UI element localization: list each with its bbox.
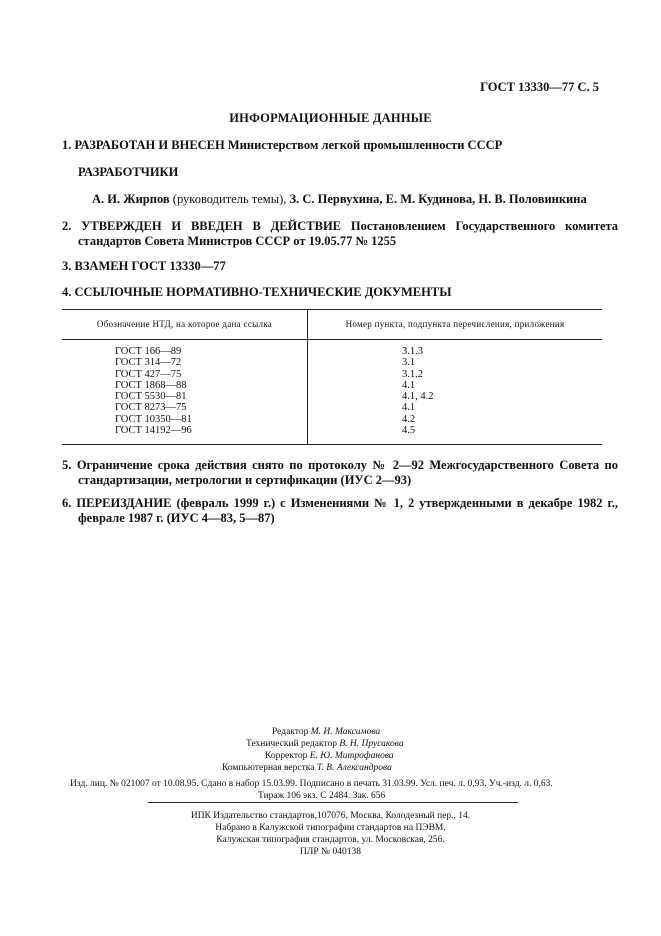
section-2-text: Постановлением Государственного комитета стандартов Совета Министров СССР от 19.05.77 № 1255: [78, 219, 619, 248]
section-2-caps: УТВЕРЖДЕН И ВВЕДЕН В ДЕЙСТВИЕ: [81, 219, 342, 233]
table-item-column: [402, 346, 434, 436]
section-2: [62, 219, 618, 249]
section-4: [62, 285, 602, 300]
section-4-text: ССЫЛОЧНЫЕ НОРМАТИВНО-ТЕХНИЧЕСКИЕ ДОКУМЕНТЫ: [74, 285, 452, 299]
imprint-editor: [272, 726, 380, 739]
corrector-label: Корректор: [265, 751, 308, 761]
tech-editor-label: Технический редактор: [246, 739, 337, 749]
imprint-corrector: [265, 750, 394, 763]
page-header-doc-ref: ГОСТ 13330—77 С. 5: [480, 80, 599, 94]
footer-line-1: ИПК Издательство стандартов,107076, Москва, Колодезный пер., 14.: [190, 811, 471, 821]
developers-others: З. С. Первухина, Е. М. Кудинова, Н. В. Половинкина: [289, 192, 587, 206]
imprint-print-run-line: Тираж 106 экз. С 2484. Зак. 656: [258, 791, 386, 801]
table-header-doc: Обозначение НТД, на которое дана ссылка: [96, 319, 273, 329]
section-3: [62, 259, 602, 274]
section-1-caps: РАЗРАБОТАН И ВНЕСЕН: [74, 138, 225, 152]
editor-name: М. И. Максимова: [310, 727, 381, 737]
developers-heading: РАЗРАБОТЧИКИ: [78, 165, 179, 179]
table-doc-column: [115, 346, 192, 436]
section-4-number: 4.: [62, 285, 72, 299]
table-cell-doc: ГОСТ 166—89: [115, 346, 182, 357]
editor-label: Редактор: [272, 727, 309, 737]
section-1: [62, 138, 602, 153]
section-6-caps: ПЕРЕИЗДАНИЕ: [76, 496, 172, 510]
table-cell-doc: ГОСТ 427—75: [115, 368, 182, 380]
developers-list: [92, 192, 587, 207]
tech-editor-name: В. Н. Прусакова: [339, 739, 404, 749]
table-cell-item: 3.1.2: [402, 368, 423, 380]
section-5-text: Ограничение срока действия снято по протоколу № 2—92 Межгосударственного Совета по стандартизации, метрологии и сертификации (ИУС 2—93): [76, 458, 619, 487]
table-bottom-rule: [62, 444, 602, 445]
table-cell-doc: ГОСТ 1868—88: [115, 379, 187, 391]
section-3-number: 3.: [62, 259, 72, 273]
table-cell-doc: ГОСТ 10350—81: [115, 413, 192, 425]
section-1-text: Министерством легкой промышленности СССР: [227, 138, 503, 152]
table-top-rule: [62, 309, 602, 310]
section-6-text: (февраль 1999 г.) с Изменениями № 1, 2 утвержденными в декабре 1982 г., феврале 1987 г. (ИУС 4—83, 5—87): [78, 496, 619, 525]
section-5-number: 5.: [62, 458, 72, 472]
table-cell-doc: ГОСТ 8273—75: [115, 402, 187, 414]
table-cell-doc: ГОСТ 314—72: [115, 357, 182, 369]
section-2-number: 2.: [62, 219, 72, 233]
imprint-license-line: Изд. лиц. № 021007 от 10.08.95. Сдано в набор 15.03.99. Подписано в печать 31.03.99. Усл. печ. л. 0,93. Уч.-изд. л. 0,63.: [70, 779, 553, 789]
table-cell-item: 4.1: [402, 402, 416, 414]
imprint-divider: [148, 802, 518, 803]
footer-line-3: Калужская типография стандартов, ул. Московская, 256.: [216, 835, 445, 845]
developer-role: (руководитель темы),: [169, 192, 290, 206]
section-5: [62, 458, 618, 488]
footer-line-4: ПЛР № 040138: [300, 847, 361, 857]
table-cell-item: 4.1: [402, 379, 416, 391]
layout-name: Т. В. Александрова: [316, 763, 392, 773]
table-header-item: Номер пункта, подпункта перечисления, приложения: [345, 319, 565, 329]
footer-line-2: Набрано в Калужской типографии стандартов на ПЭВМ.: [215, 823, 446, 833]
table-cell-item: 3.1: [402, 357, 416, 369]
section-6-number: 6.: [62, 496, 72, 510]
layout-label: Компьютерная верстка: [222, 763, 315, 773]
table-cell-item: 3.1.3: [402, 346, 423, 357]
table-header-rule: [62, 339, 602, 340]
table-cell-doc: ГОСТ 5530—81: [115, 391, 187, 403]
table-cell-item: 4.1, 4.2: [402, 391, 434, 403]
section-3-text: ВЗАМЕН ГОСТ 13330—77: [74, 259, 226, 273]
table-cell-item: 4.5: [402, 425, 416, 437]
imprint-tech-editor: [246, 738, 404, 751]
developer-lead: А. И. Жирпов: [92, 192, 170, 206]
section-6: [62, 496, 618, 526]
imprint-layout: [222, 762, 392, 775]
corrector-name: Е. Ю. Митрофанова: [309, 751, 394, 761]
table-cell-doc: ГОСТ 14192—96: [115, 425, 192, 437]
section-1-number: 1.: [62, 138, 72, 152]
document-title: ИНФОРМАЦИОННЫЕ ДАННЫЕ: [229, 111, 432, 125]
table-cell-item: 4.2: [402, 413, 416, 425]
table-column-divider: [307, 309, 308, 444]
